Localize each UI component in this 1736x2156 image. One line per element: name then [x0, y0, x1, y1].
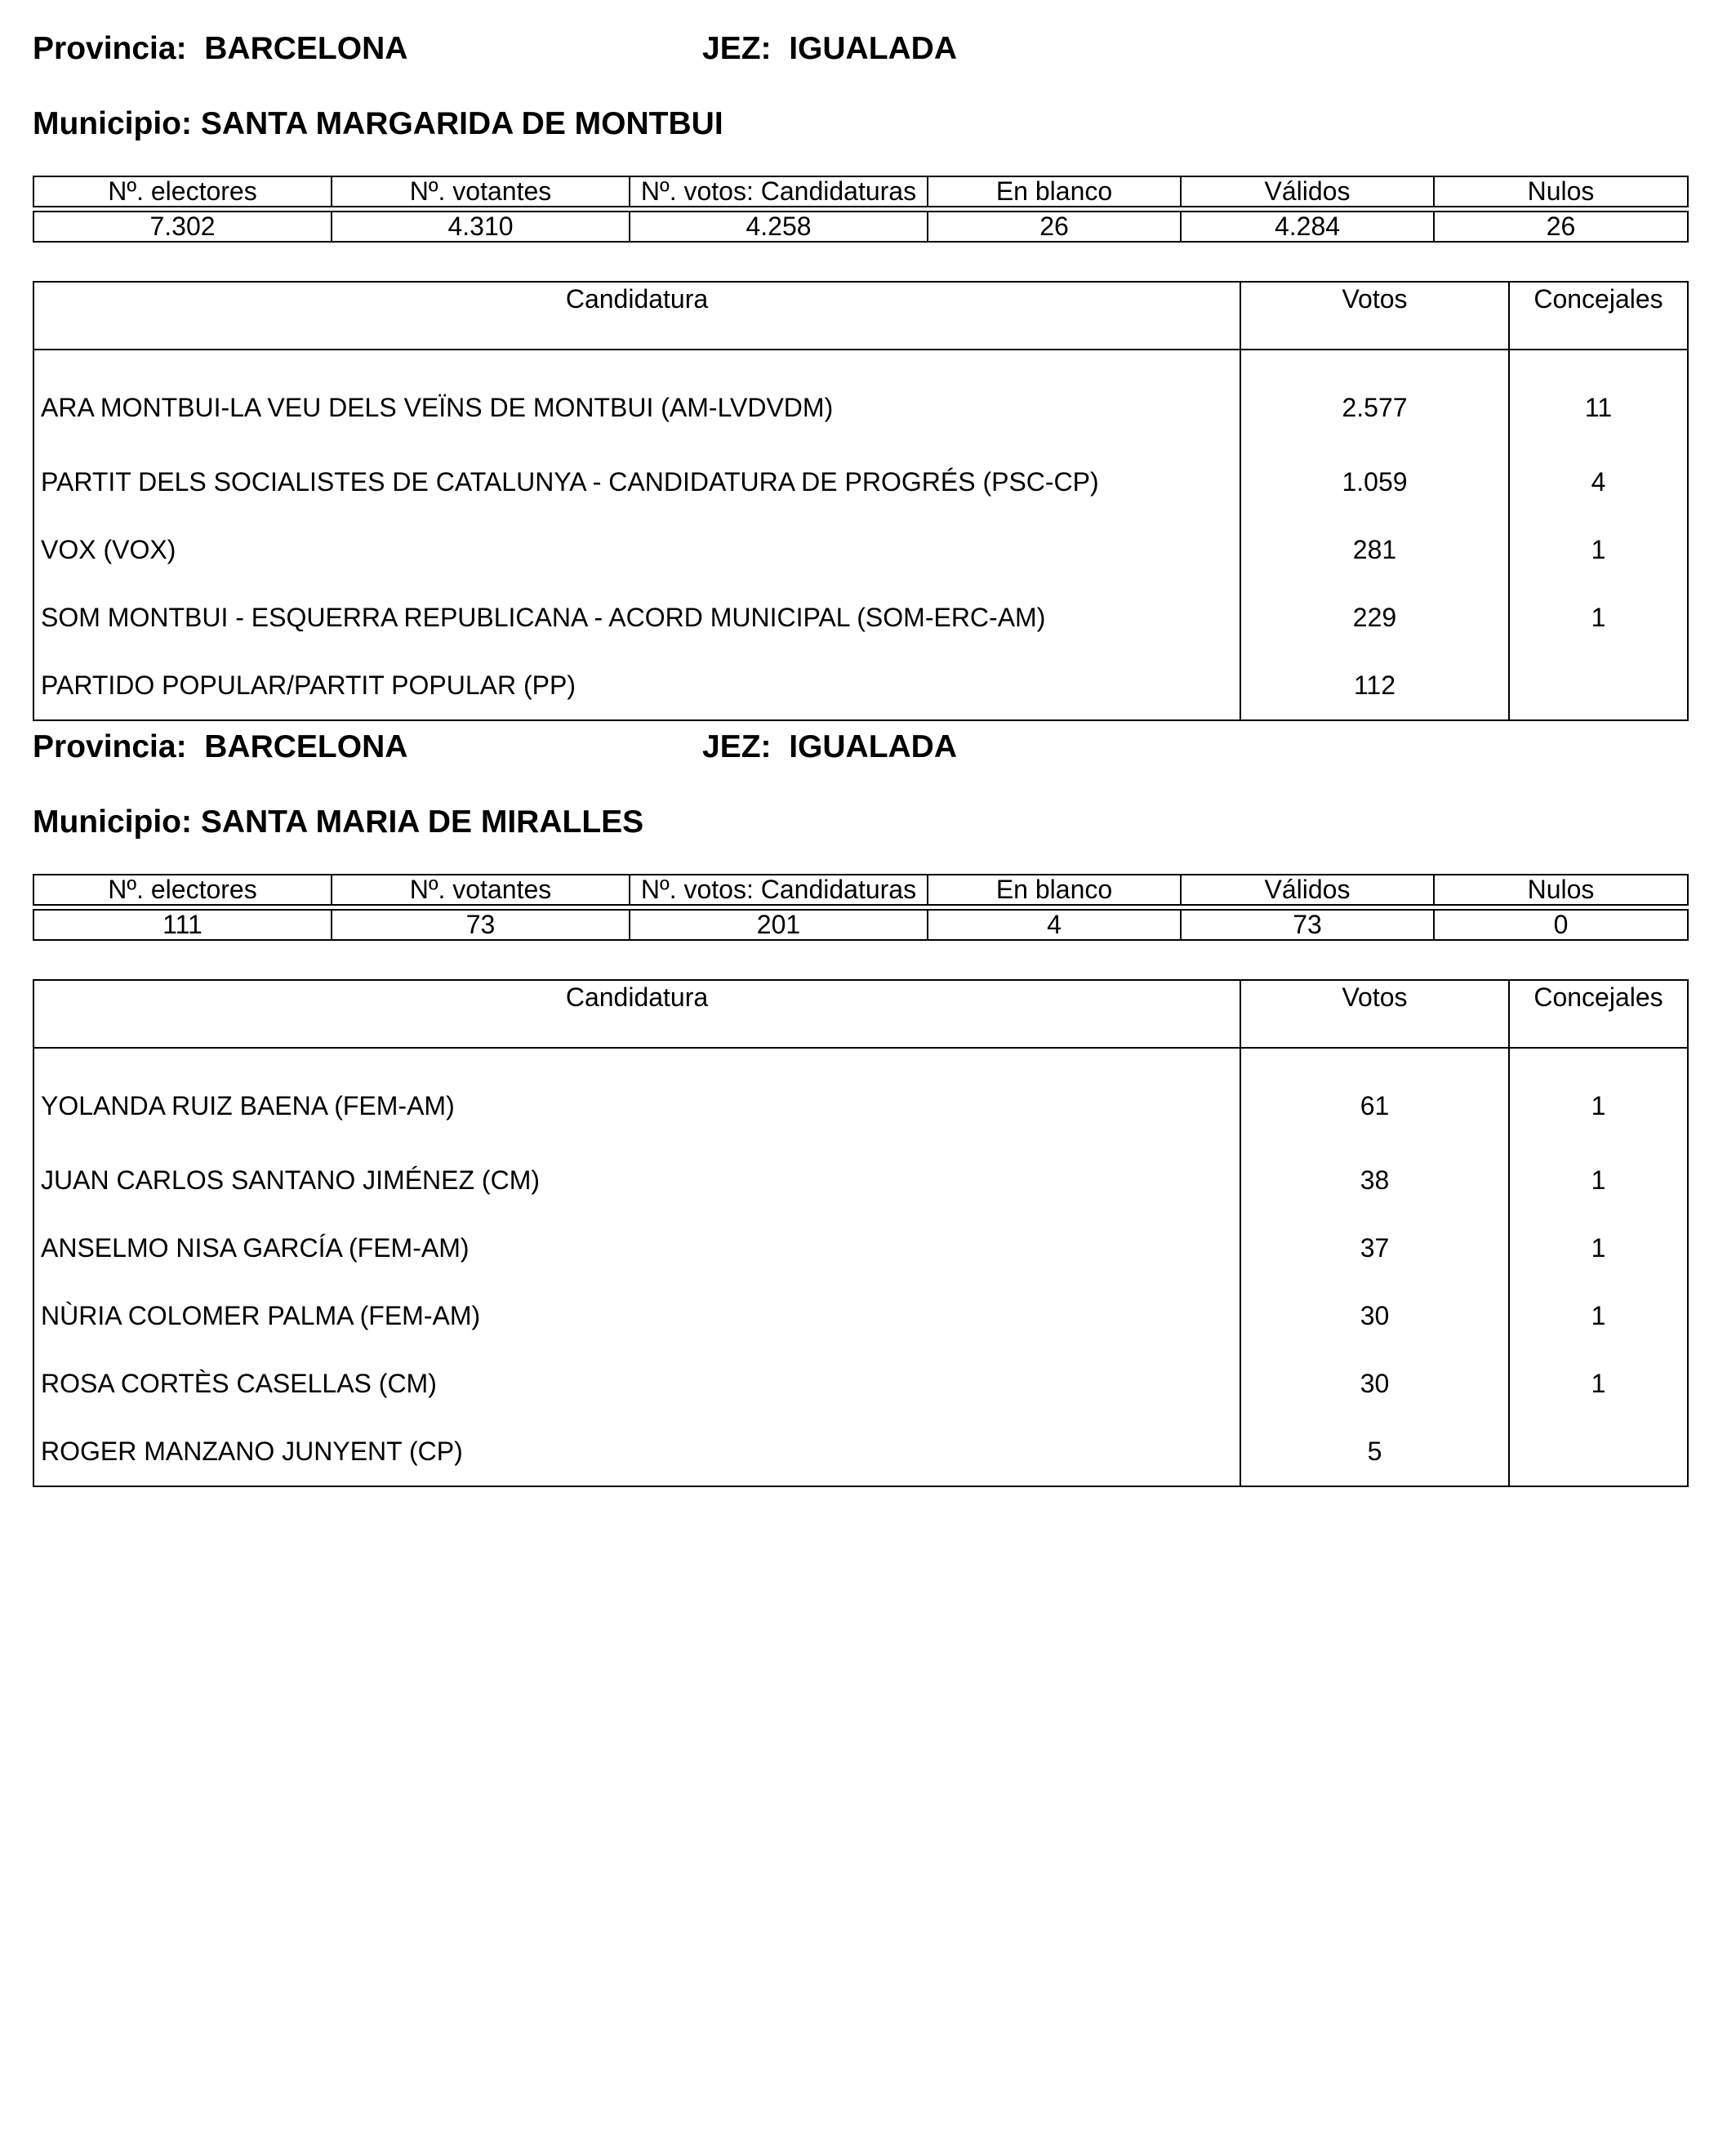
stats-value-row: [33, 212, 1688, 242]
provincia-value: BARCELONA: [204, 729, 408, 764]
votos-cell: 30: [1240, 1282, 1509, 1350]
stats-header-cell: Nº. votos: Candidaturas: [630, 176, 928, 207]
provincia-label: Provincia:: [33, 31, 187, 66]
votos-cell: 38: [1240, 1147, 1509, 1214]
candidatura-cell: YOLANDA RUIZ BAENA (FEM-AM): [33, 1048, 1240, 1147]
table-row: [33, 1048, 1688, 1147]
concejales-cell: 1: [1509, 1048, 1688, 1147]
table-row: [33, 1282, 1688, 1350]
candidatura-cell: JUAN CARLOS SANTANO JIMÉNEZ (CM): [33, 1147, 1240, 1214]
provincia-line: [33, 31, 407, 67]
jez-value: IGUALADA: [789, 31, 958, 66]
concejales-cell: 1: [1509, 1147, 1688, 1214]
table-row: [33, 448, 1688, 516]
candidatura-cell: ANSELMO NISA GARCÍA (FEM-AM): [33, 1214, 1240, 1282]
results-table: [33, 281, 1689, 721]
stats-header-cell: Nº. votantes: [332, 176, 630, 207]
municipio-line: [33, 804, 643, 840]
jez-label: JEZ:: [702, 729, 772, 764]
stats-header-cell: Nulos: [1434, 176, 1688, 207]
stats-value-cell: 4.310: [332, 212, 630, 242]
table-row: [33, 1418, 1688, 1486]
candidatura-cell: VOX (VOX): [33, 516, 1240, 584]
votos-cell: 61: [1240, 1048, 1509, 1147]
stats-value-cell: 4.284: [1181, 212, 1434, 242]
municipio-value: SANTA MARIA DE MIRALLES: [200, 804, 644, 840]
candidatura-cell: ARA MONTBUI-LA VEU DELS VEÏNS DE MONTBUI (AM-LVDVDM): [33, 350, 1240, 448]
stats-value-cell: 4: [928, 910, 1181, 940]
votos-cell: 37: [1240, 1214, 1509, 1282]
stats-header-cell: En blanco: [928, 176, 1181, 207]
stats-header-row: [33, 875, 1688, 905]
municipio-label: Municipio:: [33, 804, 192, 840]
jez-line: [702, 729, 957, 765]
results-header-row: [33, 980, 1688, 1048]
results-table: [33, 979, 1689, 1487]
stats-header-cell: Nulos: [1434, 875, 1688, 905]
votos-cell: 112: [1240, 652, 1509, 720]
stats-header-cell: Válidos: [1181, 176, 1434, 207]
candidatura-cell: ROSA CORTÈS CASELLAS (CM): [33, 1350, 1240, 1418]
votos-cell: 281: [1240, 516, 1509, 584]
stats-header-cell: Válidos: [1181, 875, 1434, 905]
stats-value-cell: 7.302: [33, 212, 332, 242]
table-row: [33, 350, 1688, 448]
stats-header-cell: Nº. electores: [33, 875, 332, 905]
concejales-cell: 1: [1509, 1282, 1688, 1350]
concejales-cell: [1509, 1418, 1688, 1486]
table-row: [33, 1147, 1688, 1214]
results-header-cell: Votos: [1240, 980, 1509, 1048]
results-header-cell: Concejales: [1509, 282, 1688, 350]
jez-value: IGUALADA: [789, 729, 958, 764]
provincia-label: Provincia:: [33, 729, 187, 764]
candidatura-cell: SOM MONTBUI - ESQUERRA REPUBLICANA - ACORD MUNICIPAL (SOM-ERC-AM): [33, 584, 1240, 652]
concejales-cell: 11: [1509, 350, 1688, 448]
municipio-line: [33, 106, 723, 142]
stats-value-cell: 201: [630, 910, 928, 940]
table-row: [33, 516, 1688, 584]
table-row: [33, 584, 1688, 652]
stats-value-cell: 4.258: [630, 212, 928, 242]
stats-header-cell: En blanco: [928, 875, 1181, 905]
results-header-cell: Concejales: [1509, 980, 1688, 1048]
stats-header-cell: Nº. votantes: [332, 875, 630, 905]
municipio-value: SANTA MARGARIDA DE MONTBUI: [200, 106, 723, 141]
table-row: [33, 1214, 1688, 1282]
candidatura-cell: ROGER MANZANO JUNYENT (CP): [33, 1418, 1240, 1486]
results-header-cell: Candidatura: [33, 980, 1240, 1048]
table-row: [33, 1350, 1688, 1418]
stats-header-row: [33, 176, 1688, 207]
stats-value-cell: 26: [928, 212, 1181, 242]
stats-value-row: [33, 910, 1688, 940]
votos-cell: 5: [1240, 1418, 1509, 1486]
results-header-row: [33, 282, 1688, 350]
stats-table: [33, 874, 1689, 941]
votos-cell: 30: [1240, 1350, 1509, 1418]
concejales-cell: 1: [1509, 1214, 1688, 1282]
results-header-cell: Candidatura: [33, 282, 1240, 350]
results-header-cell: Votos: [1240, 282, 1509, 350]
candidatura-cell: NÙRIA COLOMER PALMA (FEM-AM): [33, 1282, 1240, 1350]
candidatura-cell: PARTIDO POPULAR/PARTIT POPULAR (PP): [33, 652, 1240, 720]
jez-label: JEZ:: [702, 31, 772, 66]
stats-table: [33, 176, 1689, 243]
stats-value-cell: 111: [33, 910, 332, 940]
concejales-cell: 1: [1509, 516, 1688, 584]
concejales-cell: 4: [1509, 448, 1688, 516]
candidatura-cell: PARTIT DELS SOCIALISTES DE CATALUNYA - CANDIDATURA DE PROGRÉS (PSC-CP): [33, 448, 1240, 516]
votos-cell: 2.577: [1240, 350, 1509, 448]
stats-header-cell: Nº. electores: [33, 176, 332, 207]
stats-value-cell: 73: [1181, 910, 1434, 940]
provincia-line: [33, 729, 407, 765]
provincia-value: BARCELONA: [204, 31, 408, 66]
stats-header-cell: Nº. votos: Candidaturas: [630, 875, 928, 905]
concejales-cell: 1: [1509, 584, 1688, 652]
votos-cell: 1.059: [1240, 448, 1509, 516]
jez-line: [702, 31, 957, 67]
votos-cell: 229: [1240, 584, 1509, 652]
municipality-section: [33, 698, 1687, 1482]
municipality-section: [33, 0, 1687, 702]
stats-value-cell: 73: [332, 910, 630, 940]
concejales-cell: 1: [1509, 1350, 1688, 1418]
stats-value-cell: 26: [1434, 212, 1688, 242]
municipio-label: Municipio:: [33, 106, 192, 141]
stats-value-cell: 0: [1434, 910, 1688, 940]
